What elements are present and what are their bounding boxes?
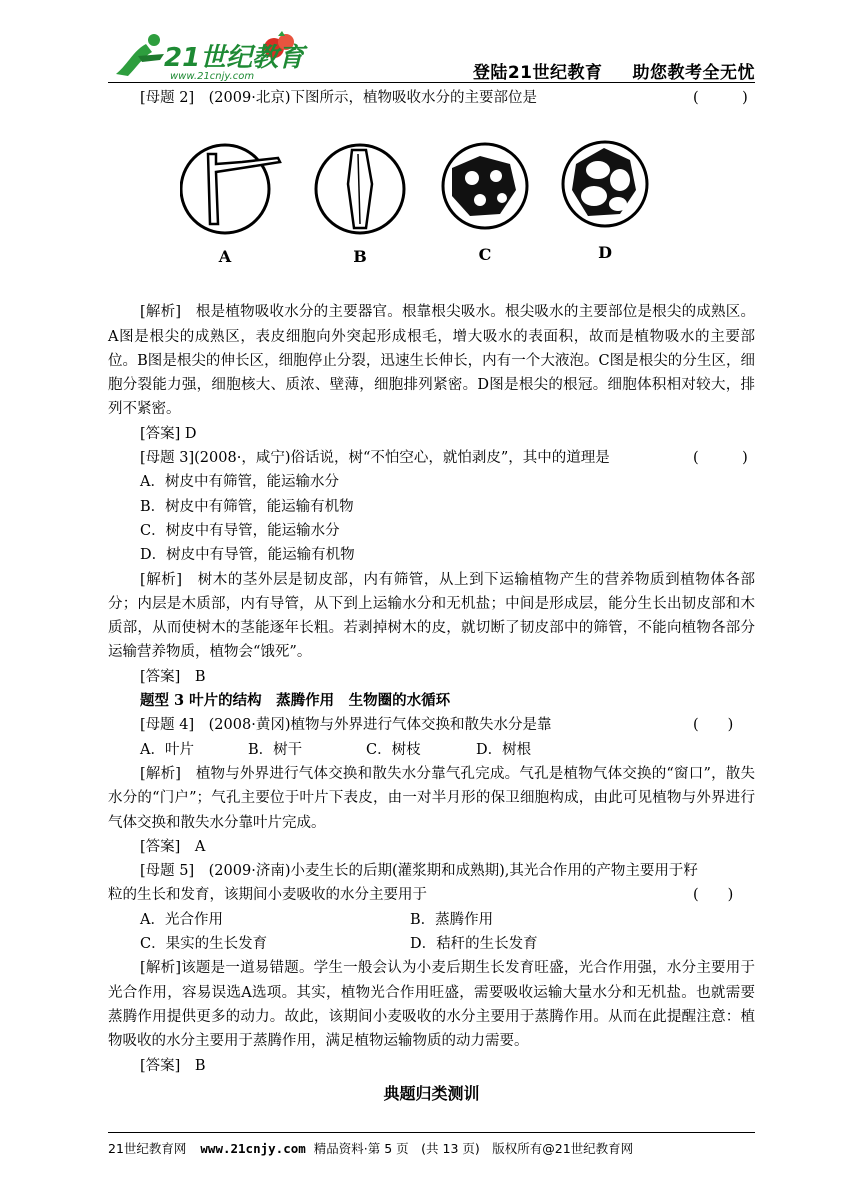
q5-option-d: D．秸秆的生长发育 [410, 936, 538, 953]
closing-title: 典题归类测训 [383, 1083, 480, 1103]
q3-option-c: C．树皮中有导管，能运输水分 [140, 522, 340, 539]
q3-answer: [答案] B [140, 668, 206, 685]
q3-stem: [母题 3](2008·，咸宁)俗话说，树“不怕空心，就怕剥皮”，其中的道理是 ( ) [108, 446, 755, 470]
footer-url[interactable]: www.21cnjy.com [200, 1141, 306, 1156]
figure-label-c: C [478, 245, 492, 265]
q5-option-a: A．光合作用 [140, 911, 223, 928]
q3-option-d: D．树皮中有导管，能运输有机物 [140, 547, 355, 564]
q3-option-b: B．树皮中有筛管，能运输有机物 [140, 498, 354, 515]
site-logo [108, 30, 308, 82]
footer-rule [108, 1132, 755, 1133]
figure-label-a: A [218, 247, 232, 267]
root-cell-figure [108, 110, 755, 300]
q5-stem-line2: 粒的生长和发育，该期间小麦吸收的水分主要用于 ( ) [108, 883, 755, 907]
slogan-right: 助您教考全无忧 [632, 63, 755, 83]
header-rule [108, 82, 755, 83]
page-footer [108, 1139, 755, 1157]
answer-blank: ( ) [693, 450, 748, 467]
q4-stem: [母题 4] (2008·黄冈)植物与外界进行气体交换和散失水分是靠 ( ) [108, 713, 755, 737]
slogan-left: 登陆21世纪教育 [472, 63, 603, 83]
header-slogan [473, 58, 755, 83]
root-zone-diagram [180, 124, 660, 284]
q5-analysis: [解析]该题是一道易错题。学生一般会认为小麦后期生长发育旺盛，光合作用强，水分主要用于光合作用，容易误选A选项。其实，植物光合作用旺盛，需要吸收运输大量水分和无机盐。也就需要蒸腾作用提供更多的动力。故此，该期间小麦吸收的水分主要用于蒸腾作用。从而在此提醒注意：植物吸收的水分主要用于蒸腾作用，满足植物运输物质的动力需要。 [108, 960, 755, 1050]
q5-option-c: C．果实的生长发育 [140, 936, 268, 953]
figure-label-d: D [598, 243, 612, 263]
section-title: 题型 3 叶片的结构 蒸腾作用 生物圈的水循环 [140, 692, 451, 710]
logo-text: 21世纪教育 [164, 43, 305, 73]
q2-stem: [母题 2] (2009·北京)下图所示，植物吸收水分的主要部位是 ( ) [108, 86, 755, 110]
q5-options-row1 [108, 908, 755, 932]
q5-options-row2 [108, 932, 755, 956]
answer-blank: ( ) [693, 887, 734, 904]
footer-site: 21世纪教育网 [108, 1141, 187, 1156]
q3-analysis: [解析] 树木的茎外层是韧皮部，内有筛管，从上到下运输植物产生的营养物质到植物体各部分；内层是木质部，内有导管，从下到上运输水分和无机盐；中间是形成层，能分生长出韧皮部和木质部，从而使树木的茎能逐年长粗。若剥掉树木的皮，就切断了韧皮部中的筛管，不能向植物各部分运输营养物质，植物会“饿死”。 [108, 571, 755, 661]
q4-option-b: B．树干 [248, 741, 303, 758]
answer-blank: ( ) [693, 717, 734, 734]
q2-analysis: [解析] 根是植物吸收水分的主要器官。根靠根尖吸水。根尖吸水的主要部位是根尖的成熟区。A图是根尖的成熟区，表皮细胞向外突起形成根毛，增大吸水的表面积，故而是植物吸水的主要部位。B图是根尖的伸长区，细胞停止分裂，迅速生长伸长，内有一个大液泡。C图是根尖的分生区，细胞分裂能力强，细胞核大、质浓、壁薄，细胞排列紧密。D图是根尖的根冠。细胞体积相对较大，排列不紧密。 [108, 304, 755, 418]
q4-option-a: A．叶片 [140, 741, 194, 758]
q4-options [108, 738, 755, 762]
q3-option-a: A．树皮中有筛管，能运输水分 [140, 474, 339, 491]
q5-option-b: B．蒸腾作用 [410, 911, 494, 928]
logo-url: www.21cnjy.com [170, 71, 255, 82]
q5-answer: [答案] B [140, 1057, 206, 1074]
q2-answer: [答案] D [140, 425, 197, 442]
q4-option-d: D．树根 [476, 741, 532, 758]
footer-page-info: 精品资料·第 5 页 (共 13 页) 版权所有@21世纪教育网 [313, 1141, 634, 1156]
q5-stem-line1: [母题 5] (2009·济南)小麦生长的后期(灌浆期和成熟期),其光合作用的产物主要用于籽 [140, 863, 698, 880]
q4-analysis: [解析] 植物与外界进行气体交换和散失水分靠气孔完成。气孔是植物气体交换的“窗口”，散失水分的“门户”；气孔主要位于叶片下表皮，由一对半月形的保卫细胞构成，由此可见植物与外界进行气体交换和散失水分靠叶片完成。 [108, 765, 755, 831]
figure-label-b: B [353, 247, 367, 267]
q4-answer: [答案] A [140, 838, 206, 855]
answer-blank: ( ) [693, 90, 748, 106]
q4-option-c: C．树枝 [366, 741, 421, 758]
page-header [108, 30, 755, 82]
page-content [108, 86, 755, 1106]
